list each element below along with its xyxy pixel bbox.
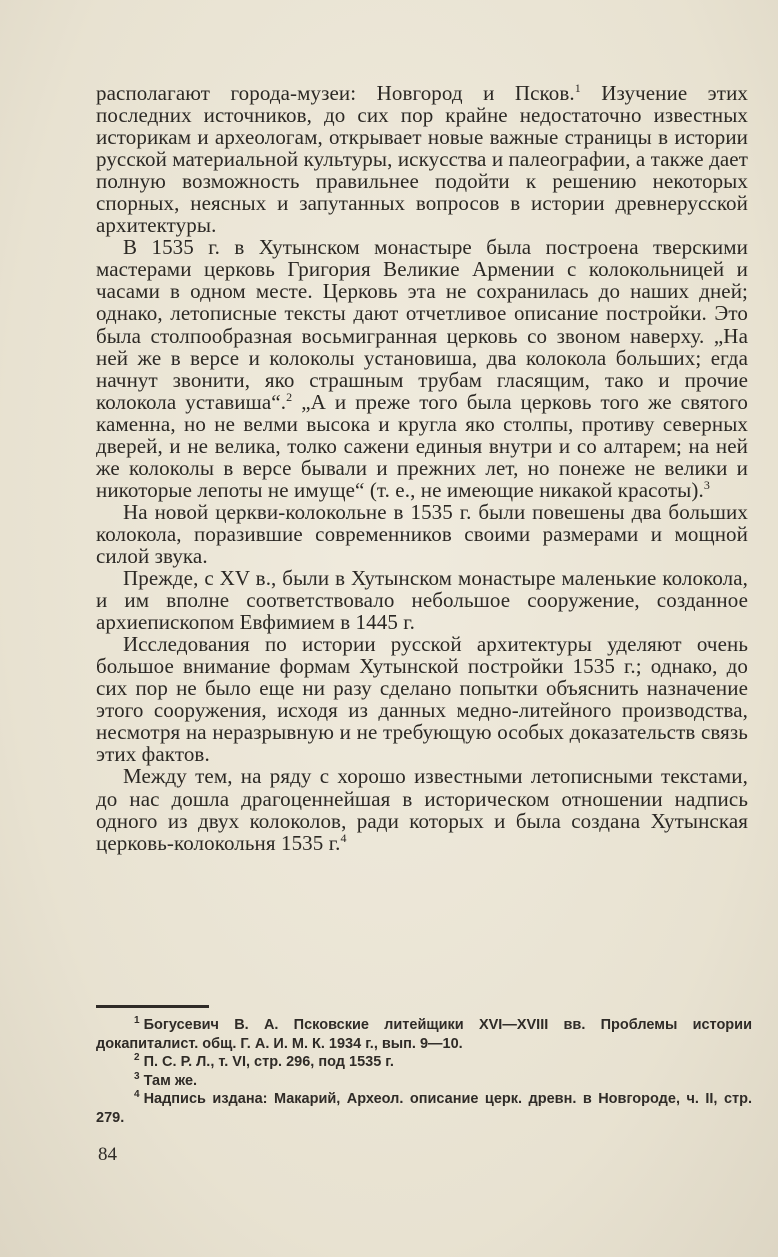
- footnote-2: $^2$ П. С. Р. Л., т. VI, стр. 296, под 1535 г.: [134, 1052, 394, 1070]
- footnote-3: $^3$ Там же.: [134, 1070, 198, 1089]
- footnote-4: $^4$ Надпись издана: Макарий, Археол. описание церк. древн. в Новгороде, ч. II, стр. 279.: [96, 1089, 752, 1126]
- paragraph-1: располагают города-музеи: Новгород и Псков.$^1$ Изучение этих последних источников, до сих пор крайне недостаточно известных историкам и археологам, открывает новые важные страницы в истории русской материальной культуры, искусства и палеографии, а также дает полную возможность правильнее подойти к решению некоторых спорных, неясных и запутанных вопросов в истории древнерусской архитектуры.: [96, 81, 749, 238]
- footnote-1: $^1$ Богусевич В. А. Псковские литейщики XVI—XVIII вв. Проблемы истории докапиталист. общ. Г. А. И. М. К. 1934 г., вып. 9—10.: [96, 1015, 752, 1052]
- footnotes: [96, 1016, 752, 1127]
- footnote-ref-2: 2: [286, 389, 293, 404]
- footnote-ref-3: 3: [703, 477, 710, 492]
- footnote-ref-4: 4: [340, 830, 347, 845]
- paragraph-6: Между тем, на ряду с хорошо известными летописными текстами, до нас дошла драгоценнейшая в историческом отношении надпись одного из двух колоколов, ради которых и была создана Хутынская церковь-колокольня 1535 г.$^4$: [96, 764, 748, 855]
- paragraph-2: В 1535 г. в Хутынском монастыре была построена тверскими мастерами церковь Григория Великие Армении с колокольницей и часами в одном месте. Церковь эта не сохранилась до наших дней; однако, летописные тексты дают отчетливое описание постройки. Это была столпообразная восьмигранная церковь со звоном наверху. „На ней же в версе и колоколы установиша, два колокола больших; егда начнут звонити, яко страшным трубам гласящим, тако и прочие колокола уставиша“.$^2$ „А и преже того была церковь того же святого каменна, но не велми высока и кругла яко столпы, противу северных дверей, и не велика, толко сажени единыя внутри и со алтарем; на ней же колоколы в версе бывали и прежних лет, но понеже не велики и никоторые лепоты не имуще“ (т. е., не имеющие никакой красоты).$^3$: [96, 235, 748, 502]
- paragraph-3: На новой церкви-колокольне в 1535 г. были повешены два больших колокола, поразившие современников своими размерами и мощной силой звука.: [96, 499, 748, 568]
- paragraph-5: Исследования по истории русской архитектуры уделяют очень большое внимание формам Хутынской постройки 1535 г.; однако, до сих пор не было еще ни разу сделано попытки объяснить назначение этого сооружения, исходя из данных медно-литейного производства, несмотря на неразрывную и не требующую особых доказательств связь этих фактов.: [96, 632, 748, 767]
- main-text: [96, 82, 748, 854]
- page-number: 84: [98, 1144, 117, 1165]
- footnote-divider: [96, 1005, 209, 1008]
- paragraph-4: Прежде, с XV в., были в Хутынском монастыре маленькие колокола, и им вполне соответствовало небольшое сооружение, созданное архиепископом Евфимием в 1445 г.: [96, 566, 748, 635]
- footnote-ref-1: 1: [574, 81, 581, 95]
